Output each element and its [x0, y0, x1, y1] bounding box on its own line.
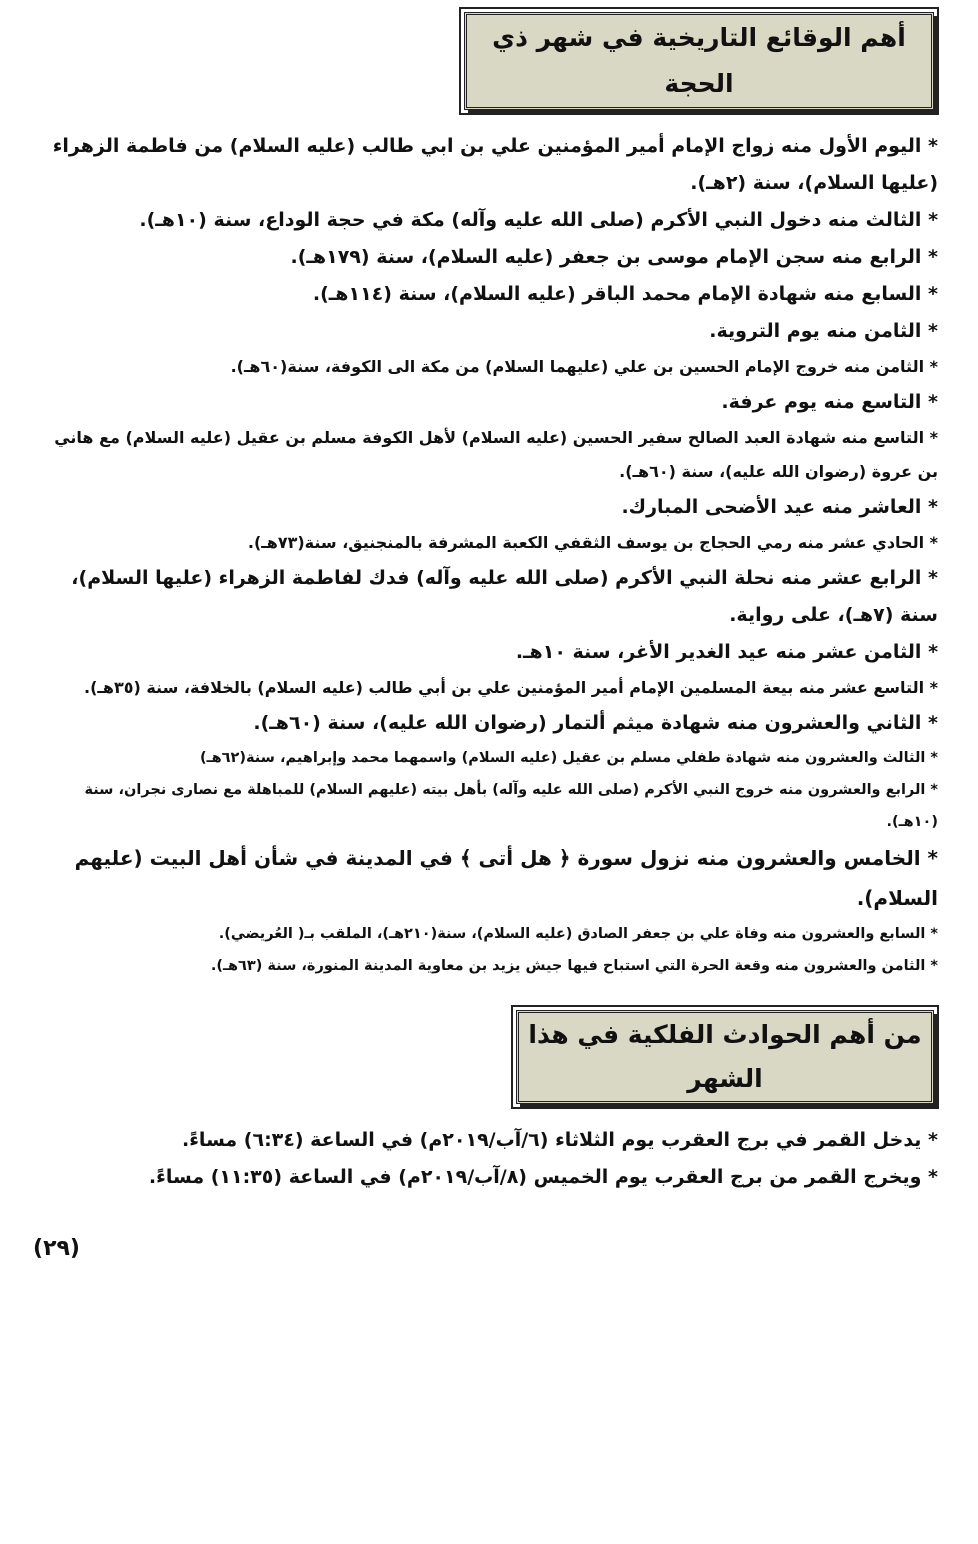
- list-item: * السابع منه شهادة الإمام محمد الباقر (عليه السلام)، سنة (١١٤هـ).: [312, 283, 938, 305]
- list-item: * الثاني والعشرون منه شهادة ميثم ألتمار (رضوان الله عليه)، سنة (٦٠هـ).: [253, 712, 938, 734]
- list-item: * الرابع منه سجن الإمام موسى بن جعفر (عليه السلام)، سنة (١٧٩هـ).: [290, 246, 938, 268]
- list-item: * اليوم الأول منه زواج الإمام أمير المؤمنين علي بن ابي طالب (عليه السلام) من فاطمة الزهراء (عليها السلام)، سنة (٢هـ).: [52, 135, 938, 194]
- list-item: * الخامس والعشرون منه نزول سورة ﴿ هل أتى ﴾ في المدينة في شأن أهل البيت (عليهم السلام).: [74, 846, 938, 910]
- list-item: * الثالث منه دخول النبي الأكرم (صلى الله عليه وآله) مكة في حجة الوداع، سنة (١٠هـ).: [139, 209, 938, 231]
- astronomical-events-list: [33, 1122, 938, 1196]
- list-item: * الحادي عشر منه رمي الحجاج بن يوسف الثقفي الكعبة المشرفة بالمنجنيق، سنة(٧٣هـ).: [247, 533, 938, 552]
- list-item: * التاسع منه يوم عرفة.: [721, 391, 938, 413]
- list-item: * الثامن منه خروج الإمام الحسين بن علي (عليهما السلام) من مكة الى الكوفة، سنة(٦٠هـ).: [230, 357, 938, 376]
- list-item: * ويخرج القمر من برج العقرب يوم الخميس (٨/آب/٢٠١٩م) في الساعة (١١:٣٥) مساءً.: [148, 1166, 938, 1188]
- list-item: * الرابع عشر منه نحلة النبي الأكرم (صلى الله عليه وآله) فدك لفاطمة الزهراء (عليها السلام)، سنة (٧هـ)، على رواية.: [71, 567, 938, 626]
- list-item: * يدخل القمر في برج العقرب يوم الثلاثاء (٦/آب/٢٠١٩م) في الساعة (٦:٣٤) مساءً.: [182, 1129, 938, 1151]
- list-item: * التاسع عشر منه بيعة المسلمين الإمام أمير المؤمنين علي بن أبي طالب (عليه السلام) بالخلافة، سنة (٣٥هـ).: [83, 678, 938, 697]
- list-item: * السابع والعشرون منه وفاة علي بن جعفر الصادق (عليه السلام)، سنة(٢١٠هـ)، الملقب بـ( العُريضي).: [218, 926, 938, 942]
- list-item: * الرابع والعشرون منه خروج النبي الأكرم (صلى الله عليه وآله) بأهل بيته (عليهم السلام) للمباهلة مع نصارى نجران، سنة (١٠هـ).: [84, 782, 938, 830]
- section-title-historical-events: أهم الوقائع التاريخية في شهر ذي الحجة: [464, 12, 934, 110]
- list-item: * العاشر منه عيد الأضحى المبارك.: [621, 496, 938, 518]
- list-item: * الثامن منه يوم التروية.: [709, 320, 938, 342]
- historical-events-list: [33, 128, 938, 982]
- page-number: (٢٩): [33, 1236, 80, 1261]
- list-item: * الثامن عشر منه عيد الغدير الأغر، سنة ١٠هـ.: [515, 641, 938, 663]
- section-title-astronomical-events: من أهم الحوادث الفلكية في هذا الشهر: [516, 1010, 934, 1104]
- list-item: * الثامن والعشرون منه وقعة الحرة التي استباح فيها جيش يزيد بن معاوية المدينة المنورة، سنة (٦٣هـ).: [210, 958, 938, 974]
- list-item: * التاسع منه شهادة العبد الصالح سفير الحسين (عليه السلام) لأهل الكوفة مسلم بن عقيل (عليه السلام) مع هاني بن عروة (رضوان الله عليه)، سنة (٦٠هـ).: [54, 428, 938, 481]
- list-item: * الثالث والعشرون منه شهادة طفلي مسلم بن عقيل (عليه السلام) واسمهما محمد وإبراهيم، سنة(٦٢هـ): [199, 750, 938, 766]
